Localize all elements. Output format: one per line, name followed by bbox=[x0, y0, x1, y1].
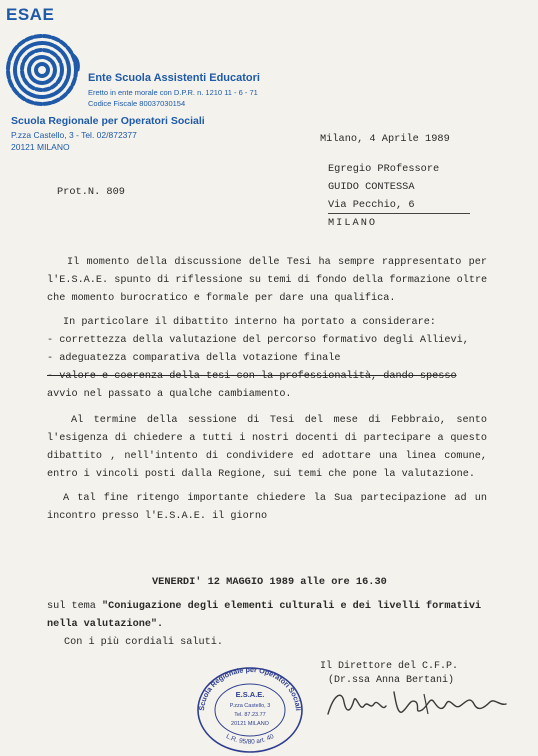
body-line: Al termine della sessione di Tesi del mese di Febbraio, sento bbox=[71, 415, 487, 426]
stamp-center-title: E.S.A.E. bbox=[235, 690, 265, 699]
body-line: Il momento della discussione delle Tesi ha sempre rappresentato per bbox=[67, 257, 487, 268]
org2-address: P.zza Castello, 3 - Tel. 02/872377 bbox=[11, 130, 137, 140]
body-line: dibattito , nell'intento di condividere ed adottare una linea comune, bbox=[47, 451, 487, 462]
org2-details bbox=[11, 129, 137, 153]
svg-text:L.R. 95/80 art. 40 bbox=[225, 733, 276, 746]
letter-date: Milano, 4 Aprile 1989 bbox=[320, 133, 450, 145]
body-line-struck: - valore e coerenza della tesi con la professionalità, dando spesso bbox=[47, 371, 457, 382]
body-line: In particolare il dibattito interno ha portato a considerare: bbox=[63, 317, 436, 328]
recipient-city: MILANO bbox=[328, 217, 378, 229]
topic-title: "Coniugazione degli elementi culturali e dei livelli formativi bbox=[102, 601, 482, 612]
body-line: che momento burocratico e formale per dare una qualifica. bbox=[47, 293, 396, 304]
spiral-logo-icon bbox=[2, 24, 84, 114]
topic-title-cont: nella valutazione". bbox=[47, 619, 164, 630]
body-line: A tal fine ritengo importante chiedere la Sua partecipazione ad un bbox=[63, 493, 487, 504]
stamp-center-address: P.zza Castello, 3 bbox=[229, 703, 271, 709]
recipient-street: Via Pecchio, 6 bbox=[328, 199, 415, 211]
handwritten-signature-icon bbox=[324, 684, 524, 724]
signer-name: (Dr.ssa Anna Bertani) bbox=[328, 675, 455, 686]
body-line: incontro presso l'E.S.A.E. il giorno bbox=[47, 511, 268, 522]
body-line: avvio nel passato a qualche cambiamento. bbox=[47, 389, 292, 400]
body-line: l'E.S.A.E. spunto di riflessione su temi di fondo della formazione oltre bbox=[47, 275, 488, 286]
meeting-date: VENERDI' 12 MAGGIO 1989 alle ore 16.30 bbox=[152, 576, 387, 588]
recipient-name: GUIDO CONTESSA bbox=[328, 181, 415, 193]
topic-prefix: sul tema bbox=[47, 601, 103, 612]
stamp-ring-text: Scuola Regionale per Operatori Sociali bbox=[196, 664, 303, 712]
brand-name: ESAE bbox=[6, 5, 55, 24]
meeting-topic bbox=[47, 598, 481, 634]
body-line: l'esigenza di chiedere a tutti i nostri docenti di partecipare a questo bbox=[47, 433, 487, 444]
recipient-underline bbox=[328, 213, 470, 214]
recipient-title: Egregio PRofessore bbox=[328, 163, 440, 175]
stamp-center-phone: Tel. 87.23.77 bbox=[234, 712, 266, 718]
body-line: entro i vincoli posti dalla Regione, sui temi che pone la valutazione. bbox=[47, 469, 475, 480]
org2-city: 20121 MILANO bbox=[11, 142, 70, 152]
letter-body bbox=[47, 254, 487, 526]
org1-name: Ente Scuola Assistenti Educatori bbox=[88, 72, 260, 84]
stamp-center-city: 20121 MILANO bbox=[231, 721, 269, 727]
org2-name: Scuola Regionale per Operatori Sociali bbox=[11, 115, 205, 127]
body-line: - adeguatezza comparativa della votazione finale bbox=[47, 353, 341, 364]
body-line: - correttezza della valutazione del percorso formativo degli Allievi, bbox=[47, 335, 469, 346]
recipient-block bbox=[328, 160, 439, 232]
org1-decree: Eretto in ente morale con D.P.R. n. 1210 11 - 6 - 71 bbox=[88, 88, 258, 97]
closing-salutation: Con i più cordiali saluti. bbox=[64, 637, 223, 648]
signer-role: Il Direttore del C.F.P. bbox=[320, 661, 459, 672]
org1-tax-code: Codice Fiscale 80037030154 bbox=[88, 99, 186, 108]
official-stamp bbox=[190, 660, 310, 756]
org1-details bbox=[88, 87, 258, 109]
protocol-number: Prot.N. 809 bbox=[57, 186, 125, 198]
stamp-bottom-text: L.R. 95/80 art. 40 bbox=[224, 733, 276, 746]
